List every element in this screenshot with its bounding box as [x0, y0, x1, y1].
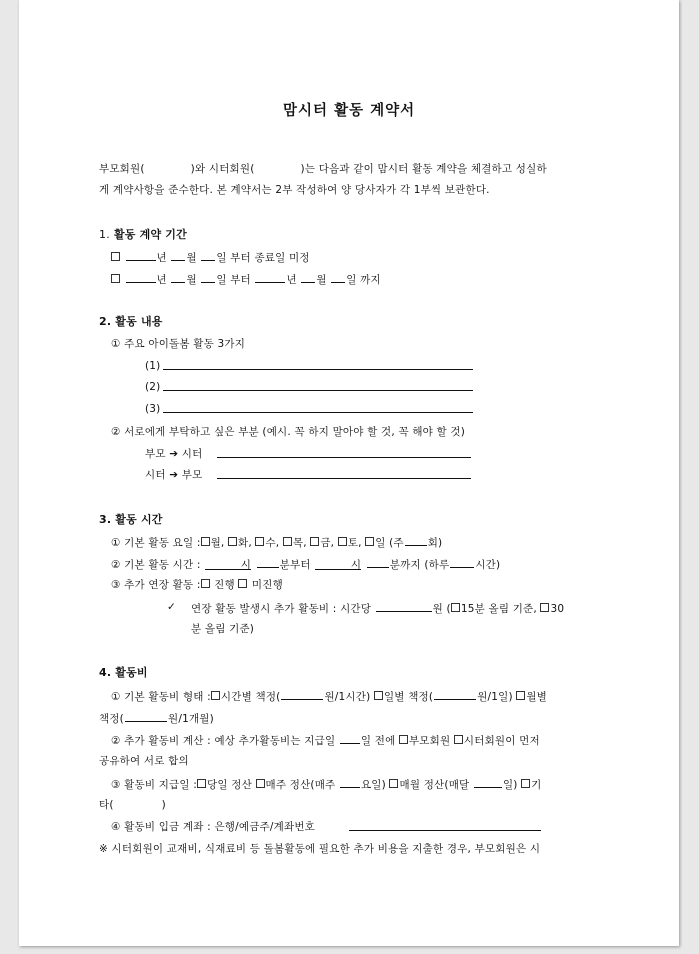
parent-to-sitter-label: 부모 ➔ 시터	[145, 448, 203, 460]
term-fixed-row: 년 월 일 부터 년 월 일 까지	[111, 271, 381, 287]
hourly-fee-field[interactable]	[281, 688, 323, 700]
round-15min-checkbox[interactable]	[451, 603, 460, 612]
pay-date-row-cont: 타( )	[99, 799, 166, 811]
day-sat-checkbox[interactable]	[338, 537, 347, 546]
fixed-start-day-field[interactable]	[201, 271, 215, 283]
fee-monthly-checkbox[interactable]	[516, 691, 525, 700]
extension-fee-row-cont: 분 올림 기준)	[191, 623, 255, 635]
activity-sub-2-field[interactable]	[163, 390, 473, 391]
activity-sub-3-field[interactable]	[163, 412, 473, 413]
section-1-heading: 1. 활동 계약 기간	[99, 228, 187, 241]
fee-type-row-cont: 책정( 원/1개월)	[99, 710, 214, 726]
term-fixed-checkbox[interactable]	[111, 274, 120, 283]
start-minute-field[interactable]	[257, 556, 279, 568]
activity-sub-1-field[interactable]	[163, 369, 473, 370]
intro-line-2: 게 계약사항을 준수한다. 본 계약서는 2부 작성하여 양 당사자가 각 1부씩 보관한다.	[99, 184, 490, 196]
activity-item-1: ① 주요 아이돌봄 활동 3가지	[111, 338, 246, 350]
term-open-end-checkbox[interactable]	[111, 252, 120, 261]
pay-monthly-checkbox[interactable]	[389, 779, 398, 788]
contract-page	[19, 0, 679, 946]
pay-monthday-field[interactable]	[474, 776, 502, 788]
day-sun-checkbox[interactable]	[365, 537, 374, 546]
day-tue-checkbox[interactable]	[228, 537, 237, 546]
parent-to-sitter-field[interactable]	[217, 457, 471, 458]
section-4-heading: 4. 활동비	[99, 666, 148, 679]
end-year-field[interactable]	[255, 271, 285, 283]
day-wed-checkbox[interactable]	[255, 537, 264, 546]
fee-daily-checkbox[interactable]	[374, 691, 383, 700]
fee-type-row: ① 기본 활동비 형태 : 시간별 책정( 원/1시간) 일별 책정( 원/1일) 월별	[111, 688, 547, 704]
activity-item-2: ② 서로에게 부탁하고 싶은 부분 (예시. 꼭 하지 말아야 할 것, 꼭 해야 할 것)	[111, 426, 466, 438]
activity-sub-3-label: (3)	[145, 403, 161, 415]
start-month-field[interactable]	[171, 249, 185, 261]
extension-no-checkbox[interactable]	[238, 579, 247, 588]
day-fri-checkbox[interactable]	[310, 537, 319, 546]
day-thu-checkbox[interactable]	[283, 537, 292, 546]
pay-weekly-checkbox[interactable]	[256, 779, 265, 788]
activity-sub-2-label: (2)	[145, 381, 161, 393]
activity-hours-row: ② 기본 활동 시간 : 시 분부터 시 분까지 (하루 시간)	[111, 556, 500, 572]
extra-sitter-checkbox[interactable]	[454, 735, 463, 744]
extension-fee-field[interactable]	[376, 600, 432, 612]
pay-other-checkbox[interactable]	[521, 779, 530, 788]
activity-days-row: ① 기본 활동 요일 : 월, 화, 수, 목, 금, 토, 일 (주 회)	[111, 534, 442, 550]
pay-date-row: ③ 활동비 지급일 : 당일 정산 매주 정산(매주 요일) 매월 정산(매달 일) 기	[111, 776, 541, 792]
extra-fee-row-cont: 공유하여 서로 합의	[99, 755, 189, 767]
intro-line-1: 부모회원( )와 시터회원( )는 다음과 같이 맘시터 활동 계약을 체결하고 성실하	[99, 163, 547, 175]
round-30min-checkbox[interactable]	[540, 603, 549, 612]
monthly-fee-field[interactable]	[125, 710, 167, 722]
sitter-to-parent-label: 시터 ➔ 부모	[145, 469, 203, 481]
sitter-to-parent-field[interactable]	[217, 478, 471, 479]
account-field[interactable]	[349, 830, 541, 831]
extension-row: ③ 추가 연장 활동 : 진행 미진행	[111, 579, 283, 591]
extension-yes-checkbox[interactable]	[201, 579, 210, 588]
end-month-field[interactable]	[301, 271, 315, 283]
times-per-week-field[interactable]	[405, 534, 427, 546]
extra-parent-checkbox[interactable]	[399, 735, 408, 744]
end-day-field[interactable]	[331, 271, 345, 283]
extra-fee-row: ② 추가 활동비 계산 : 예상 추가활동비는 지급일 일 전에 부모회원 시터회원이 먼저	[111, 732, 540, 748]
page-title: 맘시터 활동 계약서	[283, 103, 416, 119]
end-minute-field[interactable]	[367, 556, 389, 568]
section-2-heading: 2. 활동 내용	[99, 315, 163, 328]
day-mon-checkbox[interactable]	[201, 537, 210, 546]
expense-note: ※ 시터회원이 교재비, 식재료비 등 돌봄활동에 필요한 추가 비용을 지출한 경우, 부모회원은 시	[99, 843, 541, 855]
fixed-start-month-field[interactable]	[171, 271, 185, 283]
account-row: ④ 활동비 입금 계좌 : 은행/예금주/계좌번호	[111, 821, 316, 833]
section-3-heading: 3. 활동 시간	[99, 513, 163, 526]
daily-fee-field[interactable]	[434, 688, 476, 700]
activity-sub-1-label: (1)	[145, 360, 161, 372]
pay-weekday-field[interactable]	[340, 776, 360, 788]
extra-fee-days-field[interactable]	[340, 732, 360, 744]
start-time-field[interactable]: 시	[205, 558, 251, 570]
end-time-field[interactable]: 시	[315, 558, 361, 570]
hours-per-day-field[interactable]	[450, 556, 474, 568]
fixed-start-year-field[interactable]	[126, 271, 156, 283]
extension-fee-row: 연장 활동 발생시 추가 활동비 : 시간당 원 ( 15분 올림 기준, 30	[191, 600, 564, 616]
pay-same-day-checkbox[interactable]	[197, 779, 206, 788]
check-icon: ✓	[167, 601, 176, 613]
start-year-field[interactable]	[126, 249, 156, 261]
start-day-field[interactable]	[201, 249, 215, 261]
term-open-end-row: 년 월 일 부터 종료일 미정	[111, 249, 310, 265]
fee-hourly-checkbox[interactable]	[211, 691, 220, 700]
